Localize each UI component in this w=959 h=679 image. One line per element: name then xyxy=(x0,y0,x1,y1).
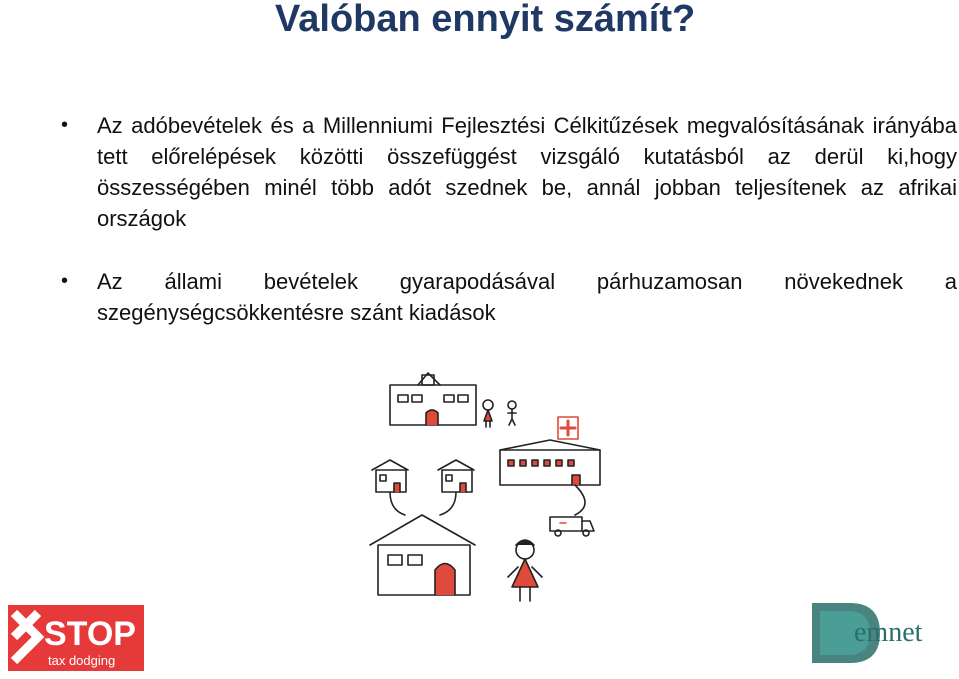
school-building-icon xyxy=(390,373,476,425)
stop-logo-sub-text: tax dodging xyxy=(48,653,116,668)
community-illustration xyxy=(360,365,610,610)
slide-title: Valóban ennyit számít? xyxy=(275,0,696,40)
child-figure-icon xyxy=(508,401,516,425)
bullet-text: Az állami bevételek gyarapodásával párhuzamosan növekednek a szegénységcsökkentésre szánt kiadások xyxy=(97,269,957,325)
ambulance-icon xyxy=(550,485,594,536)
bullet-text: Az adóbevételek és a Millenniumi Fejlesztési Célkitűzések megvalósításának irányába tett előrelépések közötti összefüggést vizsgáló kutatásból az derül ki,hogy összességében minél több adót szednek be, annál jobban teljesítenek az afrikai országok xyxy=(97,113,957,231)
hospital-building-icon xyxy=(500,417,600,485)
bullet-item xyxy=(55,266,957,328)
bullet-dot-icon: • xyxy=(61,114,69,136)
stop-logo-main-text: STOP xyxy=(44,615,136,653)
house-icon xyxy=(372,460,408,492)
stop-tax-dodging-logo xyxy=(8,605,144,671)
emnet-logo xyxy=(810,595,955,670)
house-icon xyxy=(438,460,474,492)
bullet-item xyxy=(55,110,957,234)
bullet-dot-icon: • xyxy=(61,270,69,292)
bullet-list xyxy=(55,110,957,328)
emnet-logo-text: emnet xyxy=(854,617,923,648)
girl-figure-icon xyxy=(508,540,542,601)
child-figure-icon xyxy=(483,400,493,427)
community-house-icon xyxy=(370,515,475,595)
